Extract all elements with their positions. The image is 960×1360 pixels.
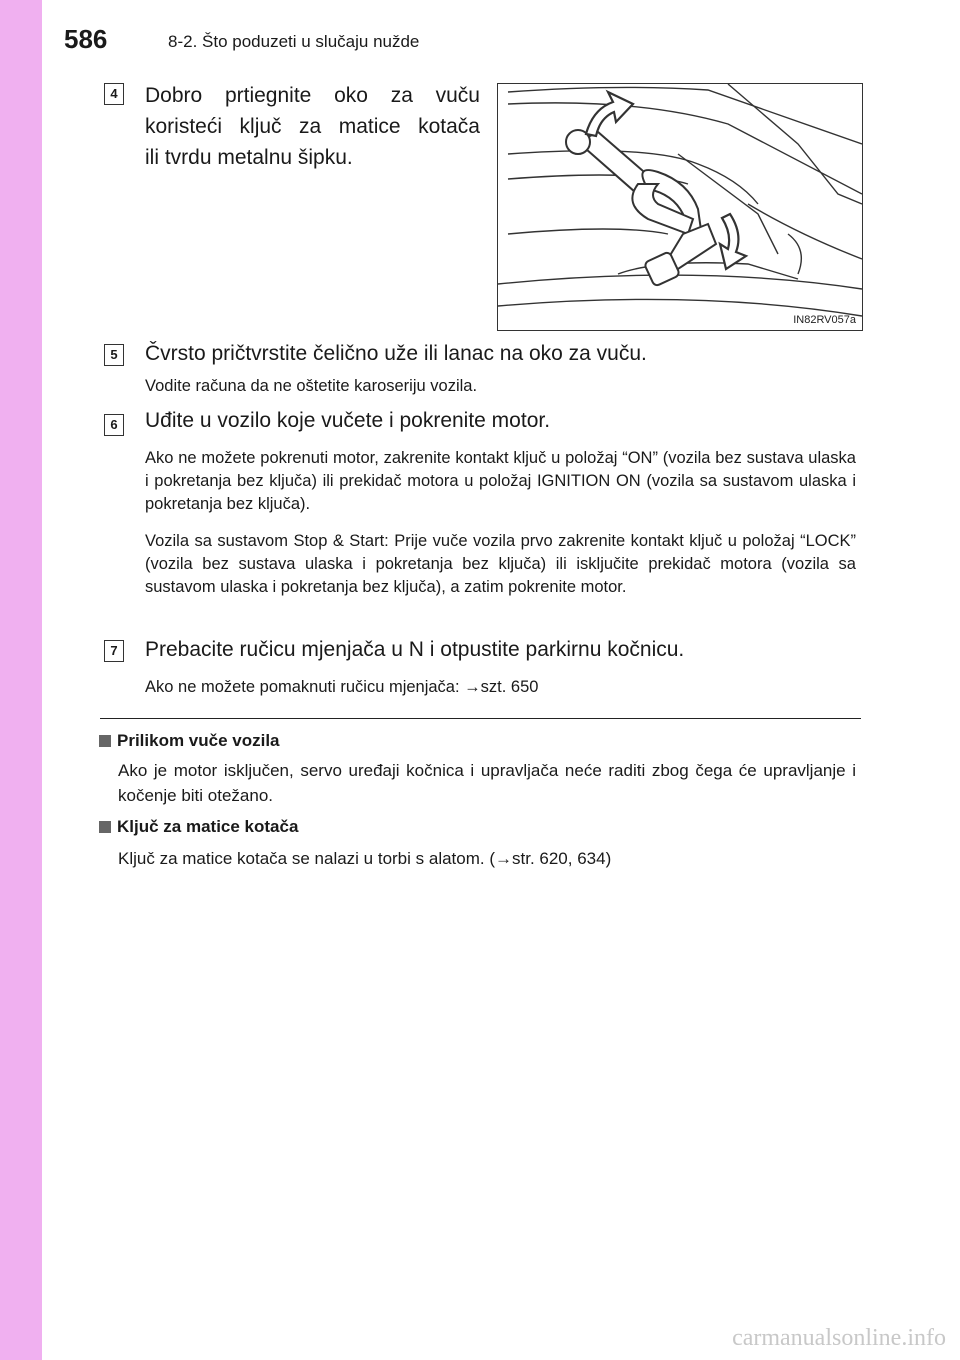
step-number-6: 6 bbox=[104, 414, 124, 436]
step-number-5: 5 bbox=[104, 344, 124, 366]
bullet-square-icon bbox=[99, 821, 111, 833]
step-7-note: Ako ne možete pomaknuti ručicu mjenjača: →szt. 650 bbox=[145, 678, 539, 696]
step-4-line-3: ili tvrdu metalnu šipku. bbox=[145, 146, 353, 169]
step-5-title: Čvrsto pričtvrstite čelično uže ili lanac na oko za vuču. bbox=[145, 342, 647, 365]
info-body-towing: Ako je motor isključen, servo uređaji kočnica i upravljača neće raditi zbog čega će upravljanje i kočenje biti otežano. bbox=[118, 761, 856, 805]
step-4-title bbox=[145, 80, 480, 173]
step-6-title: Uđite u vozilo koje vučete i pokrenite motor. bbox=[145, 409, 551, 432]
chapter-side-tab bbox=[0, 0, 42, 1360]
step-7-title: Prebacite ručicu mjenjača u N i otpustite parkirnu kočnicu. bbox=[145, 638, 685, 661]
step-number-4: 4 bbox=[104, 83, 124, 105]
info-heading-towing bbox=[99, 730, 280, 752]
step-6-note-2: Vozila sa sustavom Stop & Start: Prije vuče vozila prvo zakrenite kontakt ključ u položaj “LOCK” (vozila bez sustava ulaska i pokretanja bez ključa) ili isključite prekidač motora (vozila sa sustavom ulaska i pokretanja bez ključa), a zatim pokrenite motor. bbox=[145, 532, 856, 596]
info-heading-wrench-text: Ključ za matice kotača bbox=[117, 817, 299, 836]
step-6-note-1: Ako ne možete pokrenuti motor, zakrenite kontakt ključ u položaj “ON” (vozila bez sustava ulaska i pokretanja bez ključa) ili prekidač motora u položaj IGNITION ON (vozila sa sustavom ulaska i pokretanja bez ključa). bbox=[145, 449, 856, 513]
step-5-note: Vodite računa da ne oštetite karoseriju vozila. bbox=[145, 377, 478, 395]
info-heading-wrench bbox=[99, 816, 298, 838]
towing-eye-illustration bbox=[497, 83, 863, 331]
page-header bbox=[0, 0, 960, 60]
step-number-7: 7 bbox=[104, 640, 124, 662]
step-4-line-1: Dobro prtiegnite oko za vuču bbox=[145, 84, 480, 107]
info-heading-towing-text: Prilikom vuče vozila bbox=[117, 731, 280, 750]
bullet-square-icon bbox=[99, 735, 111, 747]
section-title: 8-2. Što poduzeti u slučaju nužde bbox=[168, 32, 420, 51]
watermark-text: carmanualsonline.info bbox=[732, 1325, 946, 1351]
figure-code: IN82RV057a bbox=[793, 314, 856, 326]
section-divider bbox=[100, 718, 861, 719]
info-body-wrench: Ključ za matice kotača se nalazi u torbi s alatom. (→str. 620, 634) bbox=[118, 849, 612, 868]
step-4-line-2: koristeći ključ za matice kotača bbox=[145, 115, 480, 138]
page-number: 586 bbox=[64, 24, 108, 54]
wrench-tightening-drawing bbox=[498, 84, 862, 330]
